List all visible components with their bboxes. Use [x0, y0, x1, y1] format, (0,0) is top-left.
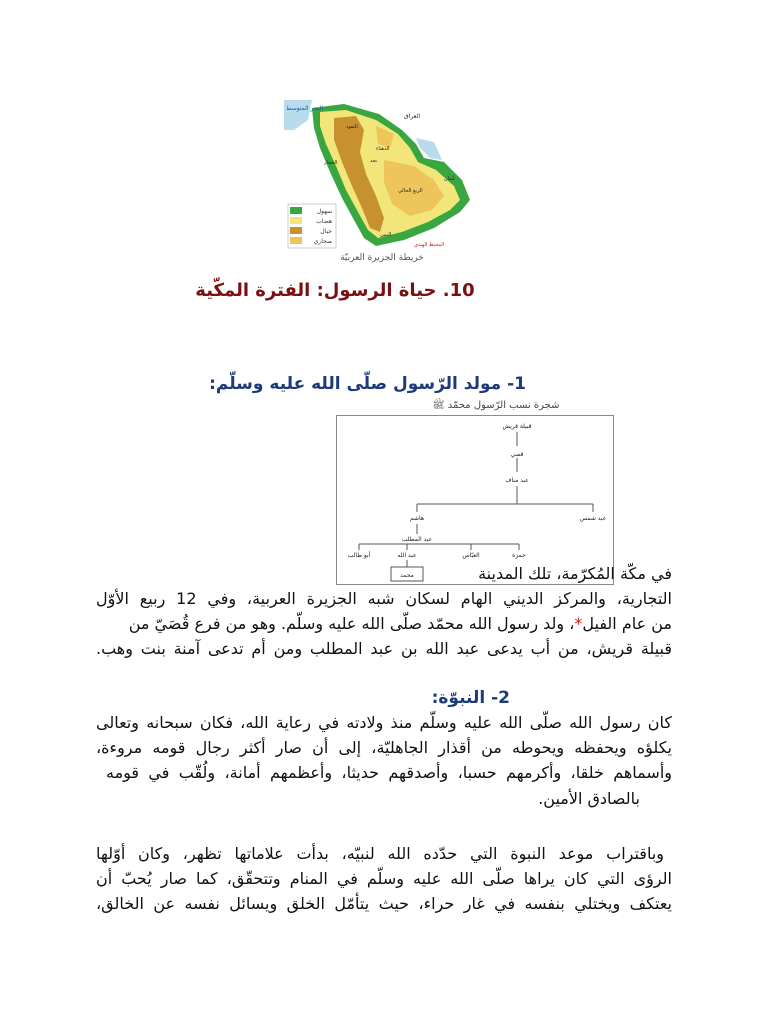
map-label-dahna: الدهناء: [376, 146, 390, 152]
map-label-nafud: النفوذ: [346, 124, 358, 130]
section-2-para-2-line-3: يعتكف ويختلي بنفسه في غار حراء، حيث يتأمّل الخلق ويسائل نفسه عن الخالق،: [96, 894, 672, 913]
tree-node-abd-shams: عبد شمس: [579, 515, 607, 522]
section-1-line-3-part-a: من عام الفيل: [582, 614, 672, 633]
section-1-line-4: قبيلة قريش، من أب يدعى عبد الله بن عبد المطلب ومن أم تدعى آمنة بنت وهب.: [96, 639, 672, 658]
family-tree-diagram: [336, 415, 614, 585]
map-label-yemen: اليمن: [380, 232, 392, 238]
tree-node-abd-muttalib: عبد المطلب: [401, 536, 433, 543]
map-label-ocean: المحيط الهندي: [414, 242, 445, 248]
legend-plateau: هضاب: [316, 218, 332, 225]
section-1-heading: 1- مولد الرّسول صلّى الله عليه وسلّم:: [209, 374, 526, 394]
tree-node-qusay: قصي: [510, 451, 524, 458]
tree-node-quraysh: قبيلة قريش: [502, 423, 532, 430]
section-2-para-1-line-3: وأسماهم خلقا، وأكرمهم حسبا، وأصدقهم حديثا، وأعظمهم أمانة، ولُقّب في قومه: [106, 763, 672, 782]
map-label-rub-khali: الربع الخالي: [398, 188, 423, 194]
tree-node-abd-manaf: عبد مناف: [505, 477, 529, 484]
tree-node-hamza: حمزة: [512, 552, 526, 559]
map-caption: خريطة الجزيرة العربيّة: [340, 253, 424, 263]
tree-caption: شجرة نسب الرّسول محمّد ﷺ: [432, 400, 560, 411]
tree-node-abbas: العبّاس: [462, 552, 480, 559]
tree-node-abdullah: عبد الله: [397, 552, 417, 559]
legend-mountains: جبال: [320, 228, 332, 235]
section-2-heading: 2- النبوّة:: [431, 688, 510, 708]
legend-desert: صحاري: [313, 238, 332, 245]
map-label-oman: عُمان: [444, 176, 456, 182]
section-1-line-1: في مكّة المُكرّمة، تلك المدينة: [478, 564, 672, 583]
section-2-para-2-line-2: الرؤى التي كان يراها صلّى الله عليه وسلّم في المنام وتتحقّق، كما صار يُحبّ أن: [96, 869, 672, 888]
map-label-hijaz: الحجاز: [324, 160, 338, 166]
section-2-para-1-line-4: بالصادق الأمين.: [538, 789, 640, 808]
tree-node-abu-talib: أبو طالب: [347, 552, 371, 559]
map-label-sea: البحر المتوسط: [286, 105, 323, 112]
tree-node-hashim: هاشم: [409, 515, 425, 522]
map-label-iraq: العراق: [404, 113, 421, 120]
section-2-para-2-line-1: وباقتراب موعد النبوة التي حدّده الله لنبيّه، بدأت علاماتها تظهر، وكان أوّلها: [96, 844, 664, 863]
section-2-para-1-line-2: يكلؤه ويحفظه ويحوطه من أقذار الجاهليّة، إلى أن صار أكثر رجال قومه مروءة،: [96, 738, 672, 757]
legend-plains: سهول: [316, 208, 332, 215]
tree-node-muhammad: محمد: [400, 572, 414, 579]
footnote-star: *: [574, 614, 583, 633]
map-label-najd: نجد: [370, 158, 378, 164]
section-1-line-3: [96, 613, 672, 635]
section-1-line-2: التجارية، والمركز الديني الهام لسكان شبه الجزيرة العربية، وفي 12 ربيع الأوّل: [96, 589, 672, 608]
section-1-line-3-part-b: ، ولد رسول الله محمّد صلّى الله عليه وسلّم. وهو من فرع قُصَيّ من: [128, 614, 575, 633]
arabian-peninsula-map: [284, 100, 480, 252]
chapter-title: 10. حياة الرسول: الفترة المكّية: [195, 280, 475, 301]
section-2-para-1-line-1: كان رسول الله صلّى الله عليه وسلّم منذ ولادته في رعاية الله، فكان سبحانه وتعالى: [96, 713, 672, 732]
